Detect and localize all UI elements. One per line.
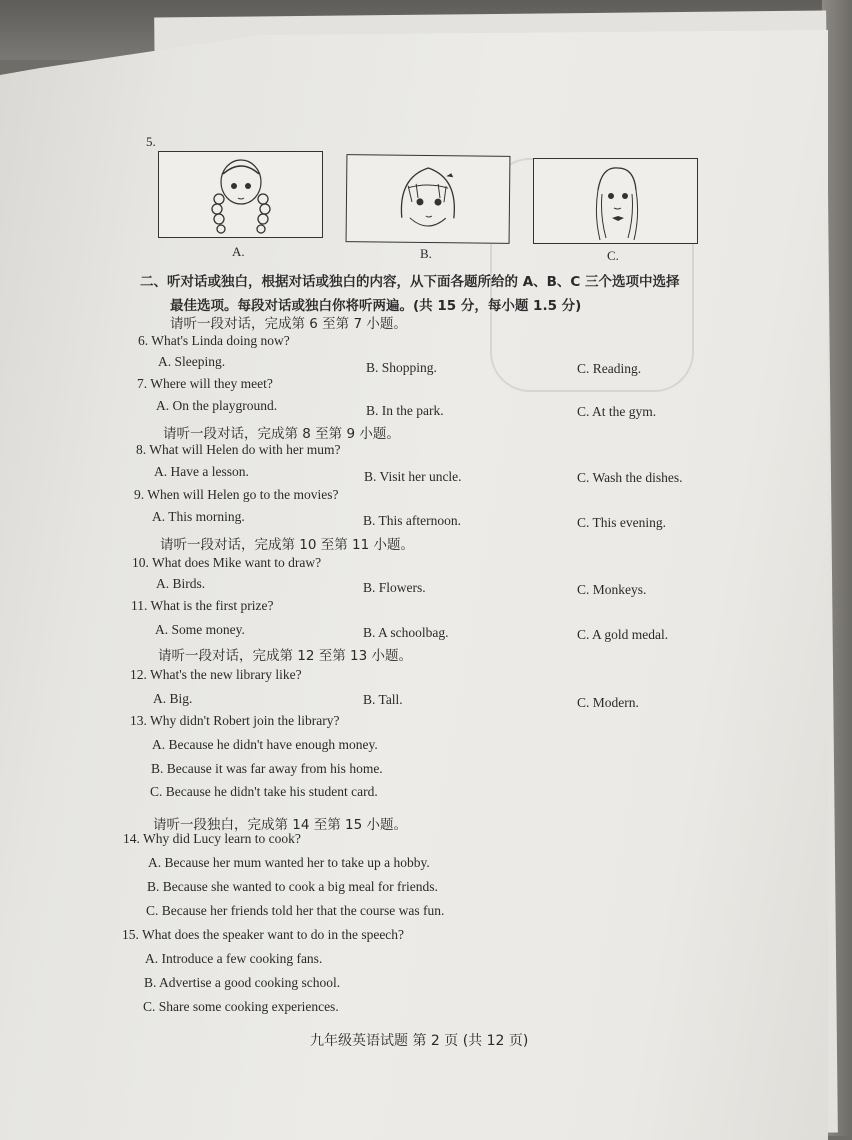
q10-option-a: A. Birds.	[156, 576, 206, 591]
girl-long-hair-icon	[576, 160, 656, 242]
picture-b	[346, 154, 511, 244]
question-text: Why didn't Robert join the library?	[150, 713, 340, 728]
q10-option-c: C. Monkeys.	[577, 582, 647, 597]
question-13	[130, 713, 340, 729]
q6-option-a: A. Sleeping.	[158, 354, 226, 369]
girl-bob-hair-icon	[388, 158, 469, 241]
question-text: What does the speaker want to do in the speech?	[142, 927, 405, 942]
q12-option-a: A. Big.	[153, 691, 193, 706]
question-number: 11.	[131, 598, 148, 613]
q15-option-a: A. Introduce a few cooking fans.	[145, 951, 323, 966]
question-number: 14.	[123, 831, 140, 846]
q6-option-b: B. Shopping.	[366, 360, 437, 375]
q13-option-c: C. Because he didn't take his student card.	[150, 784, 378, 799]
q7-option-a: A. On the playground.	[156, 398, 278, 413]
picture-a	[158, 151, 323, 238]
question-number: 6.	[138, 333, 149, 348]
q11-option-b: B. A schoolbag.	[363, 625, 449, 640]
question-7	[137, 376, 273, 392]
question-number: 12.	[130, 667, 147, 682]
q12-option-c: C. Modern.	[577, 695, 639, 710]
picture-c-label: C.	[607, 248, 619, 263]
question-15	[122, 927, 404, 943]
question-text: When will Helen go to the movies?	[147, 487, 339, 502]
instruction-q14-15: 请听一段独白，完成第 14 至第 15 小题。	[153, 817, 408, 833]
question-11	[131, 598, 273, 614]
q7-option-c: C. At the gym.	[577, 404, 657, 419]
q9-option-c: C. This evening.	[577, 515, 666, 530]
instruction-q8-9: 请听一段对话，完成第 8 至第 9 小题。	[163, 426, 400, 442]
instruction-q6-7: 请听一段对话，完成第 6 至第 7 小题。	[170, 316, 407, 332]
question-8	[136, 442, 340, 458]
q6-option-c: C. Reading.	[577, 361, 642, 376]
section-2-title-line2: 最佳选项。每段对话或独白你将听两遍。(共 15 分，每小题 1.5 分)	[170, 298, 582, 314]
q15-option-c: C. Share some cooking experiences.	[143, 999, 339, 1014]
question-10	[132, 555, 321, 571]
q11-option-a: A. Some money.	[155, 622, 245, 637]
q14-option-b: B. Because she wanted to cook a big meal for friends.	[147, 879, 438, 894]
instruction-q10-11: 请听一段对话，完成第 10 至第 11 小题。	[160, 537, 415, 553]
q11-option-c: C. A gold medal.	[577, 627, 669, 642]
picture-a-label: A.	[232, 244, 245, 259]
q8-option-b: B. Visit her uncle.	[364, 469, 462, 484]
q8-option-c: C. Wash the dishes.	[577, 470, 683, 485]
question-number: 8.	[136, 442, 147, 457]
q12-option-b: B. Tall.	[363, 692, 403, 707]
question-text: What does Mike want to draw?	[152, 555, 322, 570]
q13-option-b: B. Because it was far away from his home.	[151, 761, 383, 776]
picture-b-label: B.	[420, 246, 432, 261]
q9-option-a: A. This morning.	[152, 509, 245, 524]
question-text: Why did Lucy learn to cook?	[143, 831, 301, 846]
q13-option-a: A. Because he didn't have enough money.	[152, 737, 378, 752]
q10-option-b: B. Flowers.	[363, 580, 426, 595]
q14-option-a: A. Because her mum wanted her to take up a hobby.	[148, 855, 430, 870]
question-number: 13.	[130, 713, 147, 728]
question-5-number: 5.	[146, 134, 156, 149]
page-footer: 九年级英语试题 第 2 页 (共 12 页)	[310, 1033, 529, 1049]
question-number: 15.	[122, 927, 139, 942]
instruction-q12-13: 请听一段对话，完成第 12 至第 13 小题。	[158, 648, 413, 664]
q14-option-c: C. Because her friends told her that the course was fun.	[146, 903, 445, 918]
question-text: What is the first prize?	[150, 598, 274, 613]
question-number: 10.	[132, 555, 149, 570]
question-14	[123, 831, 301, 847]
girl-curly-hair-icon	[201, 154, 281, 236]
question-6	[138, 333, 290, 349]
q9-option-b: B. This afternoon.	[363, 513, 461, 528]
question-12	[130, 667, 302, 683]
picture-c	[533, 158, 698, 244]
question-text: Where will they meet?	[150, 376, 273, 391]
q7-option-b: B. In the park.	[366, 403, 444, 418]
question-9	[134, 487, 338, 503]
question-text: What's the new library like?	[150, 667, 302, 682]
question-text: What will Helen do with her mum?	[149, 442, 341, 457]
section-2-title-line1: 二、听对话或独白，根据对话或独白的内容，从下面各题所给的 A、B、C 三个选项中选择	[140, 274, 680, 290]
q15-option-b: B. Advertise a good cooking school.	[144, 975, 341, 990]
q8-option-a: A. Have a lesson.	[154, 464, 249, 479]
question-number: 7.	[137, 376, 148, 391]
section-2-heading	[140, 270, 750, 318]
question-number: 9.	[134, 487, 145, 502]
question-text: What's Linda doing now?	[151, 333, 290, 348]
